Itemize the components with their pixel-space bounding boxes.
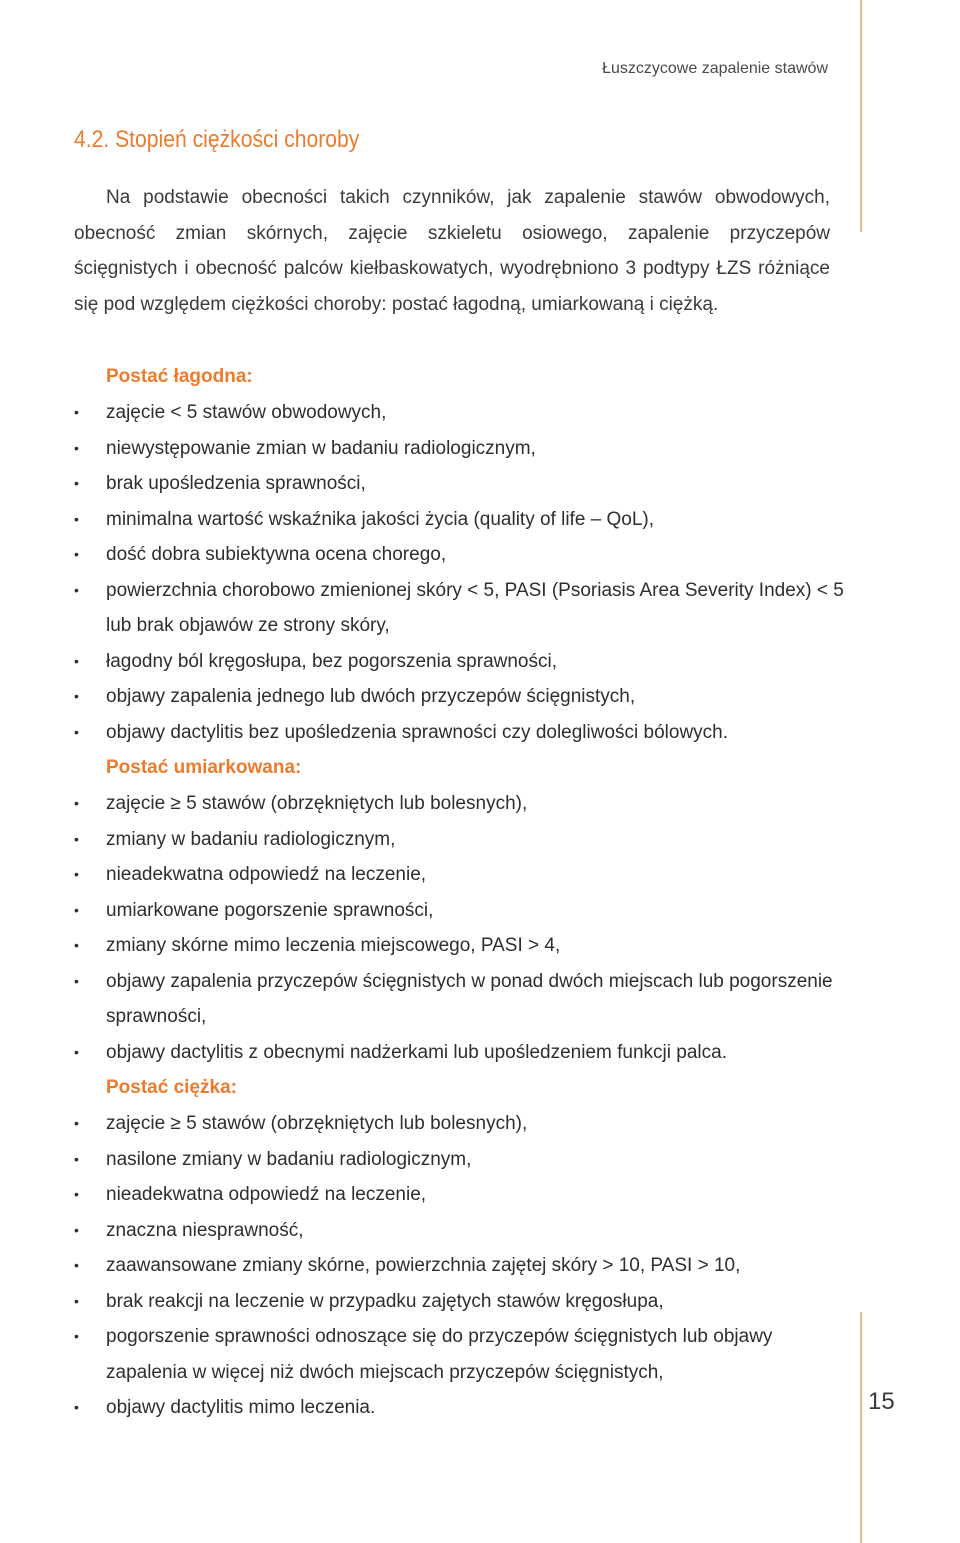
list-item: • objawy dactylitis bez upośledzenia sprawności czy dolegliwości bólowych.	[74, 715, 844, 751]
section-title: 4.2. Stopień ciężkości choroby	[74, 126, 360, 153]
bullet-icon: •	[74, 1150, 79, 1167]
mild-list	[74, 395, 844, 750]
list-item: • zajęcie < 5 stawów obwodowych,	[74, 395, 844, 431]
severe-list	[74, 1106, 844, 1426]
bullet-icon: •	[74, 652, 79, 669]
list-item: • zajęcie ≥ 5 stawów (obrzękniętych lub bolesnych),	[74, 786, 844, 822]
list-item: • brak reakcji na leczenie w przypadku zajętych stawów kręgosłupa,	[74, 1284, 844, 1320]
bullet-icon: •	[74, 581, 79, 598]
list-item: • nasilone zmiany w badaniu radiologicznym,	[74, 1142, 844, 1178]
list-item: • łagodny ból kręgosłupa, bez pogorszenia sprawności,	[74, 644, 844, 680]
bullet-icon: •	[74, 795, 79, 811]
list-item: • zmiany w badaniu radiologicznym,	[74, 822, 844, 858]
bullet-icon: •	[74, 475, 79, 491]
bullet-icon: •	[74, 1292, 79, 1309]
list-item: • znaczna niesprawność,	[74, 1213, 844, 1249]
intro-text: Na podstawie obecności takich czynników, jak zapalenie stawów obwodowych, obecność zmian skórnych, zajęcie szkieletu osiowego, zapalenie przyczepów ścięgnistych i obecność palców kiełbaskowatych, wyodrębniono 3 podtypy ŁZS różniące się pod względem ciężkości choroby: postać łagodną, umiarkowaną i ciężką.	[74, 187, 830, 315]
bullet-icon: •	[74, 972, 79, 989]
running-head: Łuszczycowe zapalenie stawów	[602, 60, 828, 77]
list-item: • objawy zapalenia jednego lub dwóch przyczepów ścięgnistych,	[74, 679, 844, 715]
page-number: 15	[868, 1388, 895, 1415]
bullet-icon: •	[74, 1221, 79, 1238]
intro-paragraph	[74, 180, 830, 322]
list-item: • pogorszenie sprawności odnoszące się do przyczepów ścięgnistych lub objawy zapalenia w więcej niż dwóch miejscach przyczepów ścięgnistych,	[74, 1319, 844, 1390]
bullet-icon: •	[74, 1328, 79, 1344]
margin-rule-bottom	[860, 1312, 862, 1543]
list-item: • objawy dactylitis mimo leczenia.	[74, 1390, 844, 1426]
bullet-icon: •	[74, 723, 79, 740]
margin-rule-top	[860, 0, 862, 232]
list-item: • powierzchnia chorobowo zmienionej skóry < 5, PASI (Psoriasis Area Severity Index) < 5 lub brak objawów ze strony skóry,	[74, 573, 844, 644]
bullet-icon: •	[74, 1399, 79, 1415]
list-item: • umiarkowane pogorszenie sprawności,	[74, 893, 844, 929]
bullet-icon: •	[74, 546, 79, 562]
mild-heading: Postać łagodna:	[106, 366, 253, 387]
list-item: • zaawansowane zmiany skórne, powierzchnia zajętej skóry > 10, PASI > 10,	[74, 1248, 844, 1284]
severity-content	[74, 359, 844, 1426]
list-item: • zmiany skórne mimo leczenia miejscowego, PASI > 4,	[74, 928, 844, 964]
bullet-icon: •	[74, 1115, 79, 1131]
severe-heading: Postać ciężka:	[106, 1077, 237, 1098]
bullet-icon: •	[74, 404, 79, 420]
list-item: • zajęcie ≥ 5 stawów (obrzękniętych lub bolesnych),	[74, 1106, 844, 1142]
moderate-heading: Postać umiarkowana:	[106, 757, 302, 778]
bullet-icon: •	[74, 901, 79, 918]
bullet-icon: •	[74, 830, 79, 847]
list-item: • nieadekwatna odpowiedź na leczenie,	[74, 1177, 844, 1213]
list-item: • nieadekwatna odpowiedź na leczenie,	[74, 857, 844, 893]
list-item: • minimalna wartość wskaźnika jakości życia (quality of life – QoL),	[74, 502, 844, 538]
bullet-icon: •	[74, 866, 79, 882]
bullet-icon: •	[74, 439, 79, 456]
list-item: • brak upośledzenia sprawności,	[74, 466, 844, 502]
bullet-icon: •	[74, 510, 79, 527]
list-item: • dość dobra subiektywna ocena chorego,	[74, 537, 844, 573]
bullet-icon: •	[74, 1186, 79, 1202]
moderate-list	[74, 786, 844, 1070]
bullet-icon: •	[74, 1257, 79, 1273]
list-item: • niewystępowanie zmian w badaniu radiologicznym,	[74, 431, 844, 467]
bullet-icon: •	[74, 1043, 79, 1060]
list-item: • objawy zapalenia przyczepów ścięgnistych w ponad dwóch miejscach lub pogorszenie sprawności,	[74, 964, 844, 1035]
list-item: • objawy dactylitis z obecnymi nadżerkami lub upośledzeniem funkcji palca.	[74, 1035, 844, 1071]
bullet-icon: •	[74, 688, 79, 704]
bullet-icon: •	[74, 937, 79, 953]
